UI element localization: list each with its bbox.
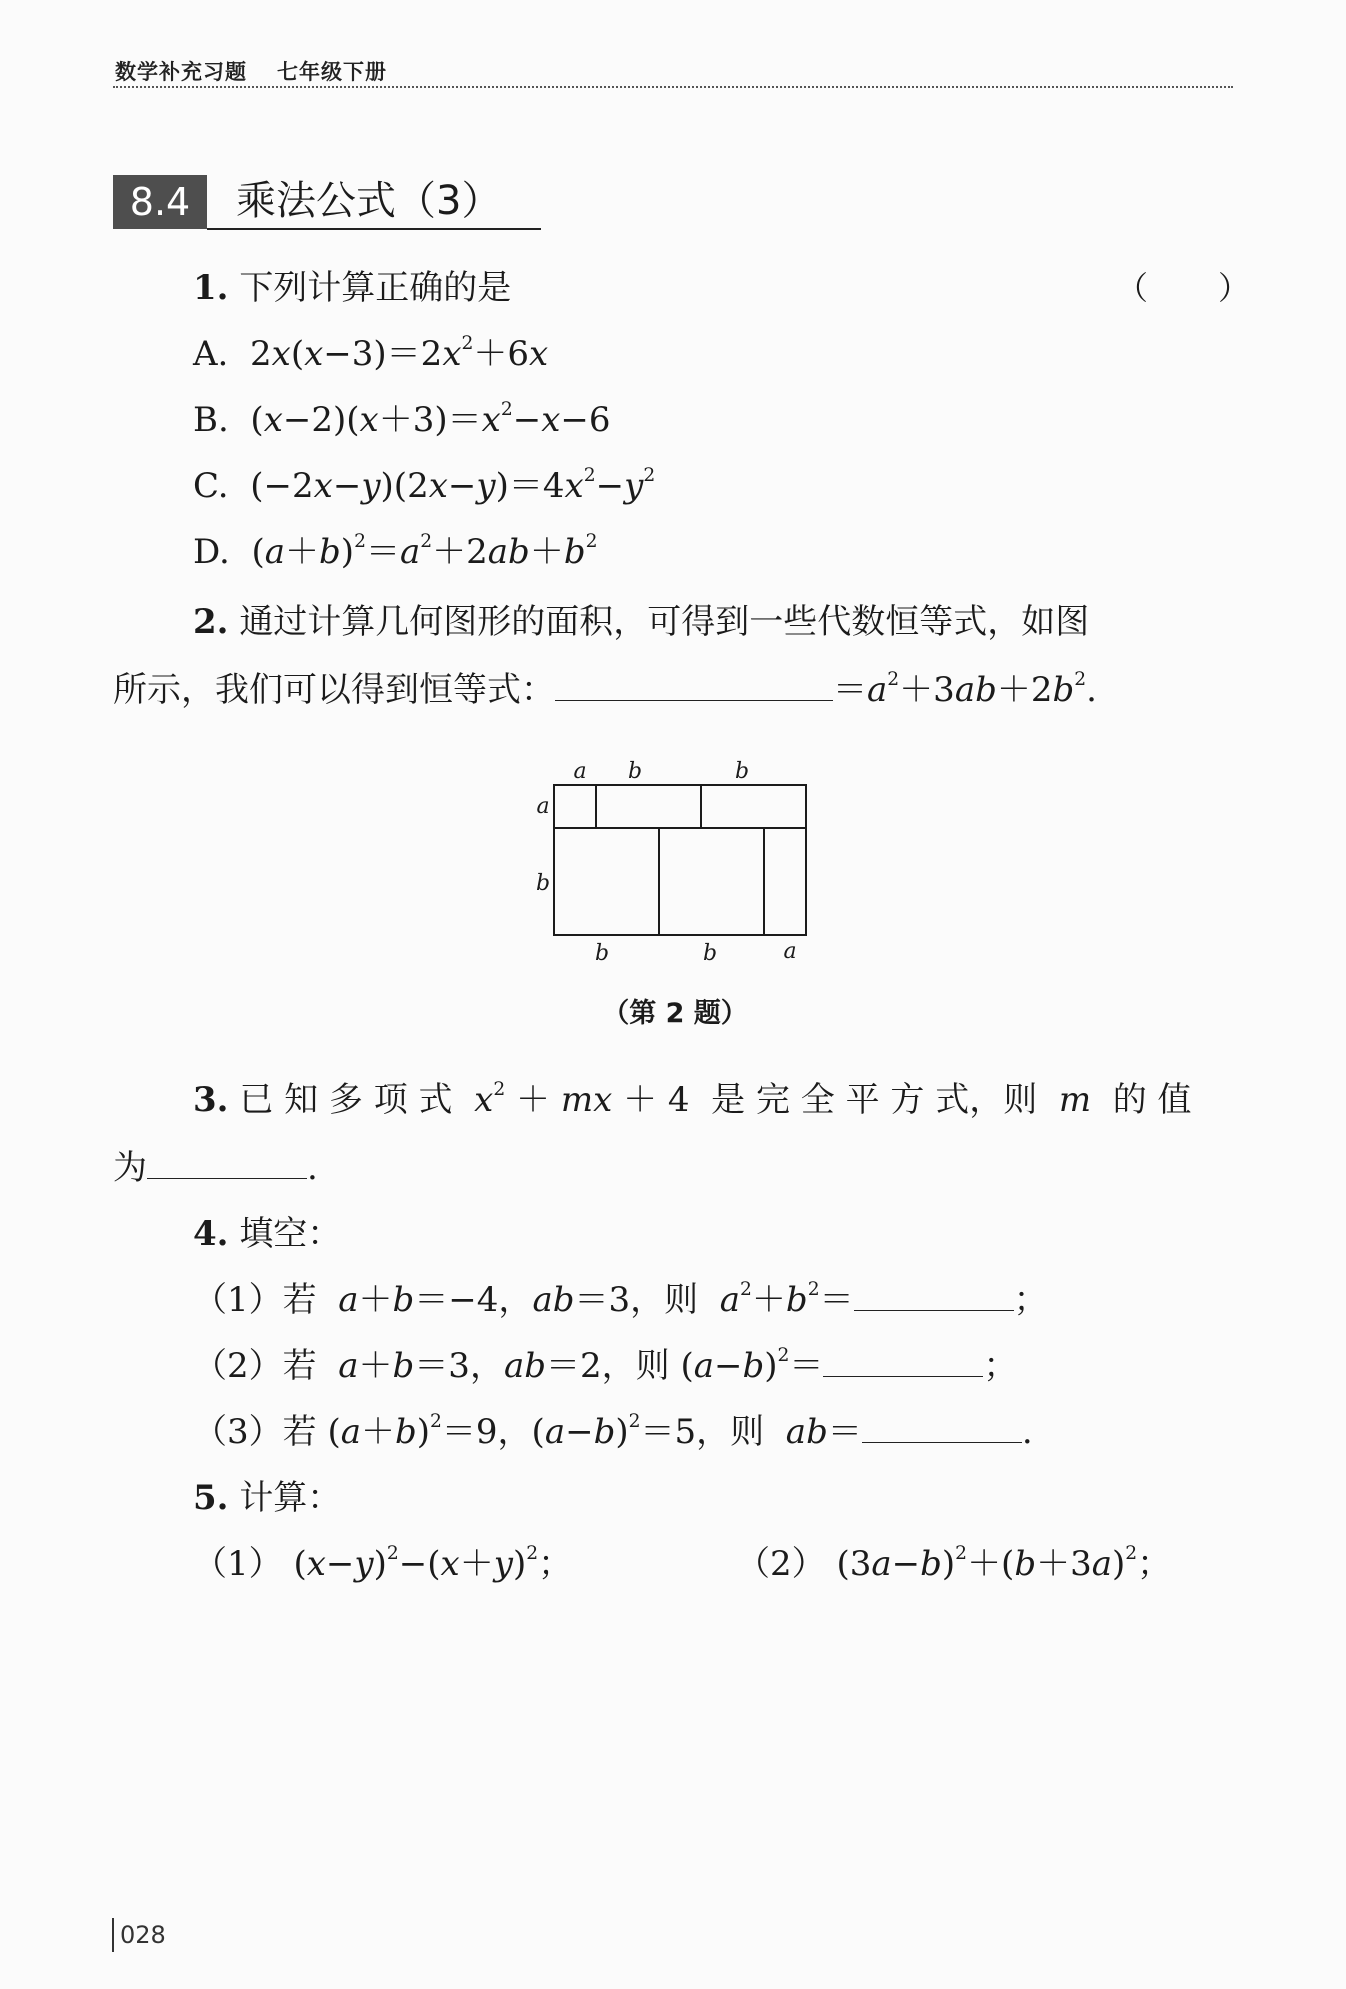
question-2-line-2 xyxy=(113,668,1097,712)
q4-item-2: （2）若 a＋b＝3，ab＝2，则 $(a-b)^2=$ ； xyxy=(193,1345,1018,1386)
question-5-title xyxy=(193,1476,341,1520)
answer-blank[interactable] xyxy=(862,1412,1022,1443)
book-title: 数学补充习题 xyxy=(115,60,247,84)
option-formula: $2x(x-3)=2x^2+6x$ xyxy=(239,333,549,374)
item-expression: $a^2+b^2=$ xyxy=(719,1279,854,1320)
question-text: 计算： xyxy=(239,1478,342,1518)
question-number: 1. xyxy=(193,268,229,308)
item-condition: a＋b＝3，ab＝2， xyxy=(338,1346,636,1386)
running-header xyxy=(115,56,387,86)
option-label: B. xyxy=(193,400,229,440)
answer-paren: （ ） xyxy=(1116,269,1251,307)
question-3-line-2: 为 . xyxy=(113,1148,318,1188)
item-label: （1） xyxy=(193,1544,283,1584)
left-label-b: b xyxy=(535,871,551,896)
item-label: （2） xyxy=(736,1544,826,1584)
question-number: 5. xyxy=(193,1478,229,1518)
item-label: （1） xyxy=(193,1280,283,1320)
question-text: 填空： xyxy=(239,1214,342,1254)
q1-option-b xyxy=(193,398,611,442)
item-condition: $(a+b)^2=9$，$(a-b)^2=5$， xyxy=(327,1411,731,1452)
q4-item-3: （3）若 $(a+b)^2=9$，$(a-b)^2=5$，则 ab＝ . xyxy=(193,1411,1033,1452)
q1-option-d xyxy=(193,530,597,574)
top-label-b2: b xyxy=(734,760,750,784)
item-expression: ab＝ xyxy=(785,1412,862,1452)
question-number: 2. xyxy=(193,602,229,642)
bottom-label-b2: b xyxy=(702,941,718,966)
outer-rectangle xyxy=(554,785,806,935)
item-label: （2） xyxy=(193,1346,283,1386)
item-label: （3） xyxy=(193,1412,283,1452)
item-condition: a＋b＝−4，ab＝3， xyxy=(338,1280,665,1320)
question-number: 4. xyxy=(193,1214,229,1254)
option-label: C. xyxy=(193,466,229,506)
question-text: 通过计算几何图形的面积，可得到一些代数恒等式，如图 xyxy=(239,602,1090,642)
top-label-a: a xyxy=(573,760,587,784)
section-number-badge: 8.4 xyxy=(113,175,207,229)
q5-item-1 xyxy=(193,1542,572,1586)
page-number-bar xyxy=(112,1918,114,1952)
top-label-b1: b xyxy=(627,760,643,784)
question-text: 所示，我们可以得到恒等式： xyxy=(113,670,555,710)
answer-blank[interactable] xyxy=(147,1148,307,1179)
area-diagram xyxy=(530,760,830,990)
question-text: 是 完 全 平 方 式，则 xyxy=(711,1080,1038,1120)
section-underline xyxy=(207,228,541,230)
option-formula: $(a+b)^2=a^2+2ab+b^2$ xyxy=(240,531,598,572)
answer-blank[interactable] xyxy=(823,1346,983,1377)
identity-rhs: $=a^2+3ab+2b^2$. xyxy=(833,669,1097,710)
question-text: 的 值 xyxy=(1112,1080,1192,1120)
page-number: 028 xyxy=(120,1921,166,1949)
question-1-stem xyxy=(193,266,511,310)
section-title: 乘法公式（3） xyxy=(236,178,502,224)
item-expression: $(a-b)^2=$ xyxy=(680,1345,824,1386)
question-4-title xyxy=(193,1212,341,1256)
left-label-a: a xyxy=(536,794,550,819)
option-label: A. xyxy=(193,334,229,374)
figure-caption: （第 2 题） xyxy=(602,998,748,1029)
question-text: 已 知 多 项 式 xyxy=(239,1080,453,1120)
q5-item-2 xyxy=(736,1542,1171,1586)
grade-label: 七年级下册 xyxy=(277,60,387,84)
variable-m: m xyxy=(1048,1080,1102,1120)
q1-option-c xyxy=(193,464,655,508)
answer-blank[interactable] xyxy=(555,670,833,701)
q1-option-a xyxy=(193,332,548,376)
item-expression: $(x-y)^2-(x+y)^2$； xyxy=(293,1543,573,1584)
option-formula: $(x-2)(x+3)=x^2-x-6$ xyxy=(239,399,611,440)
answer-blank[interactable] xyxy=(854,1280,1014,1311)
polynomial: $x^2$ ＋ mx ＋ 4 xyxy=(474,1079,701,1120)
question-2-line-1 xyxy=(193,600,1089,644)
question-number: 3. xyxy=(193,1080,229,1120)
option-formula: $(-2x-y)(2x-y)=4x^2-y^2$ xyxy=(239,465,656,506)
header-dotted-rule xyxy=(113,86,1233,88)
item-expression: $(3a-b)^2+(b+3a)^2$； xyxy=(836,1543,1172,1584)
question-text: 为 xyxy=(113,1148,147,1188)
question-3-line-1 xyxy=(193,1078,1192,1122)
question-text: 下列计算正确的是 xyxy=(239,268,512,308)
bottom-label-b1: b xyxy=(594,941,610,966)
bottom-label-a: a xyxy=(783,939,797,964)
q4-item-1: （1）若 a＋b＝−4，ab＝3，则 $a^2+b^2=$ ； xyxy=(193,1279,1048,1320)
option-label: D. xyxy=(193,532,230,572)
